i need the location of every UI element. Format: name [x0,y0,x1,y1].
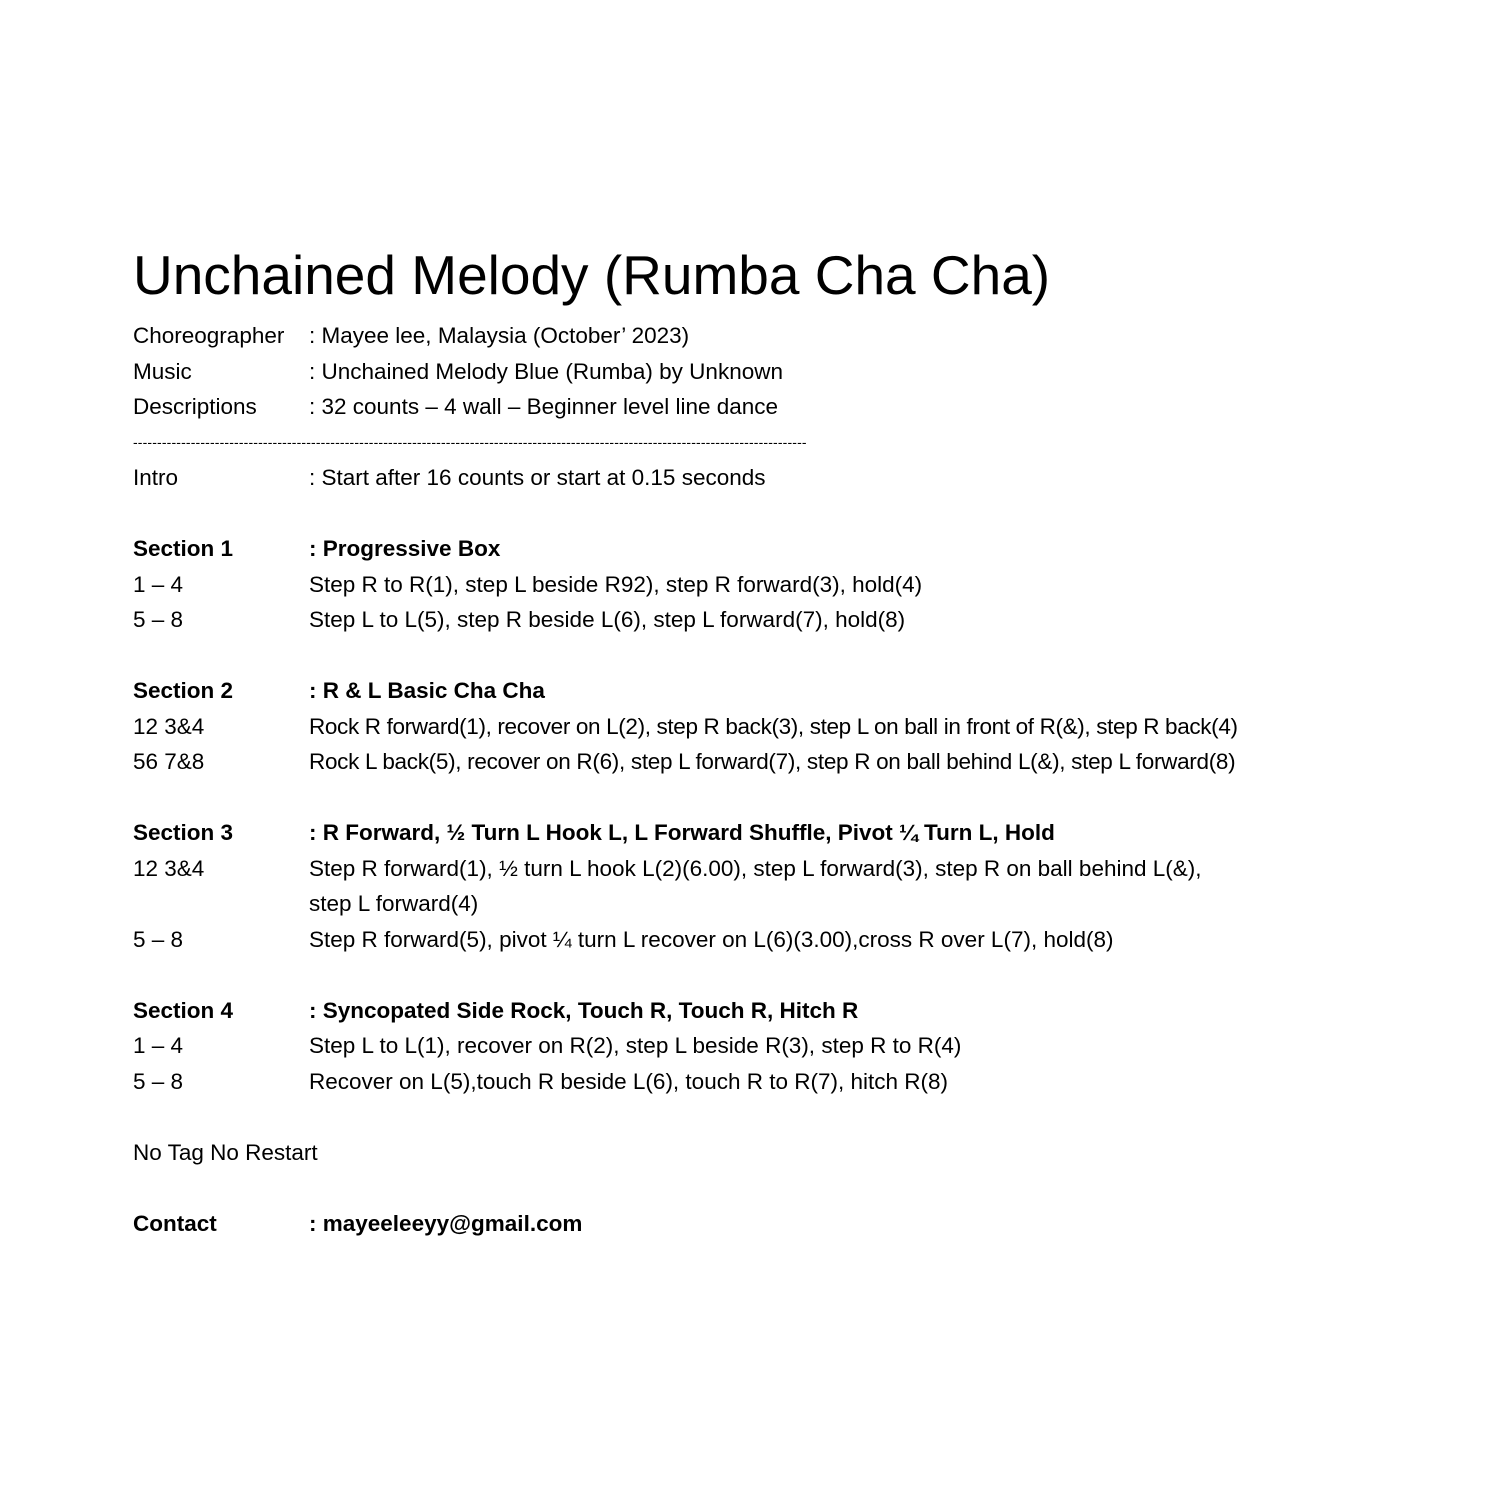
step-text: Step L to L(1), recover on R(2), step L beside R(3), step R to R(4) [309,1033,962,1058]
meta-row-choreographer [133,318,1373,354]
step-row [133,709,1373,745]
step-text: Rock R forward(1), recover on L(2), step R back(3), step L on ball in front of R(&), step R back(4) [309,713,1238,739]
step-text: Step L to L(5), step R beside L(6), step L forward(7), hold(8) [309,607,906,632]
section-label: Section 1 [133,536,234,561]
section-name: : Syncopated Side Rock, Touch R, Touch R, Hitch R [309,997,859,1023]
step-text: Step R to R(1), step L beside R92), step R forward(3), hold(4) [309,571,923,597]
step-text: Recover on L(5),touch R beside L(6), touch R to R(7), hitch R(8) [309,1068,949,1094]
meta-row-music [133,354,1373,390]
section-label: Section 4 [133,997,234,1023]
section-name: : R Forward, ½ Turn L Hook L, L Forward Shuffle, Pivot ¼ Turn L, Hold [309,820,1055,845]
step-row [133,922,1373,958]
section-2 [133,673,1373,780]
section-header [133,815,1373,851]
intro-value: : Start after 16 counts or start at 0.15 seconds [309,465,766,490]
step-count: 56 7&8 [133,749,205,774]
contact-label: Contact [133,1210,217,1236]
contact-email[interactable]: : mayeeleeyy@gmail.com [309,1210,583,1236]
section-3 [133,815,1373,957]
step-count: 12 3&4 [133,855,205,881]
meta-label: Descriptions [133,394,257,419]
step-row [133,1064,1373,1100]
meta-row-descriptions [133,389,1373,425]
page-title: Unchained Melody (Rumba Cha Cha) [133,244,1051,306]
step-count: 5 – 8 [133,926,184,952]
section-4 [133,993,1373,1100]
meta-value: : Mayee lee, Malaysia (October’ 2023) [309,323,690,348]
step-text: Step R forward(1), ½ turn L hook L(2)(6.00), step L forward(3), step R on ball behind L(&), [309,855,1202,881]
intro-row [133,460,1373,496]
step-row [133,851,1373,887]
step-row [133,602,1373,638]
section-header [133,531,1373,567]
step-row [133,567,1373,603]
step-row [133,744,1373,780]
step-row [133,1028,1373,1064]
section-header [133,993,1373,1029]
section-name: : R & L Basic Cha Cha [309,678,545,703]
step-count: 5 – 8 [133,1068,184,1094]
section-name: : Progressive Box [309,536,501,561]
meta-label: Music [133,358,192,384]
dashed-divider: -------------------------------------------------------------------------------------------------------------------------------------------- [133,433,807,450]
contact-row [133,1206,1373,1242]
meta-block [133,318,1373,425]
section-header [133,673,1373,709]
intro-label: Intro [133,465,179,490]
step-count: 12 3&4 [133,713,205,739]
step-text: Rock L back(5), recover on R(6), step L forward(7), step R on ball behind L(&), step L forward(8) [309,749,1236,774]
document-content [133,240,1373,1241]
note-row [133,1135,1373,1171]
step-row-continuation [133,886,1373,922]
section-label: Section 2 [133,678,234,703]
section-1 [133,531,1373,638]
meta-value: : Unchained Melody Blue (Rumba) by Unknown [309,358,783,384]
step-count: 5 – 8 [133,607,184,632]
step-count: 1 – 4 [133,571,184,597]
meta-label: Choreographer [133,323,285,348]
step-count: 1 – 4 [133,1033,184,1058]
section-label: Section 3 [133,820,234,845]
note-text: No Tag No Restart [133,1139,318,1165]
step-text-continuation: step L forward(4) [309,891,479,916]
meta-value: : 32 counts – 4 wall – Beginner level line dance [309,394,779,419]
step-text: Step R forward(5), pivot ¼ turn L recover on L(6)(3.00),cross R over L(7), hold(8) [309,926,1114,952]
